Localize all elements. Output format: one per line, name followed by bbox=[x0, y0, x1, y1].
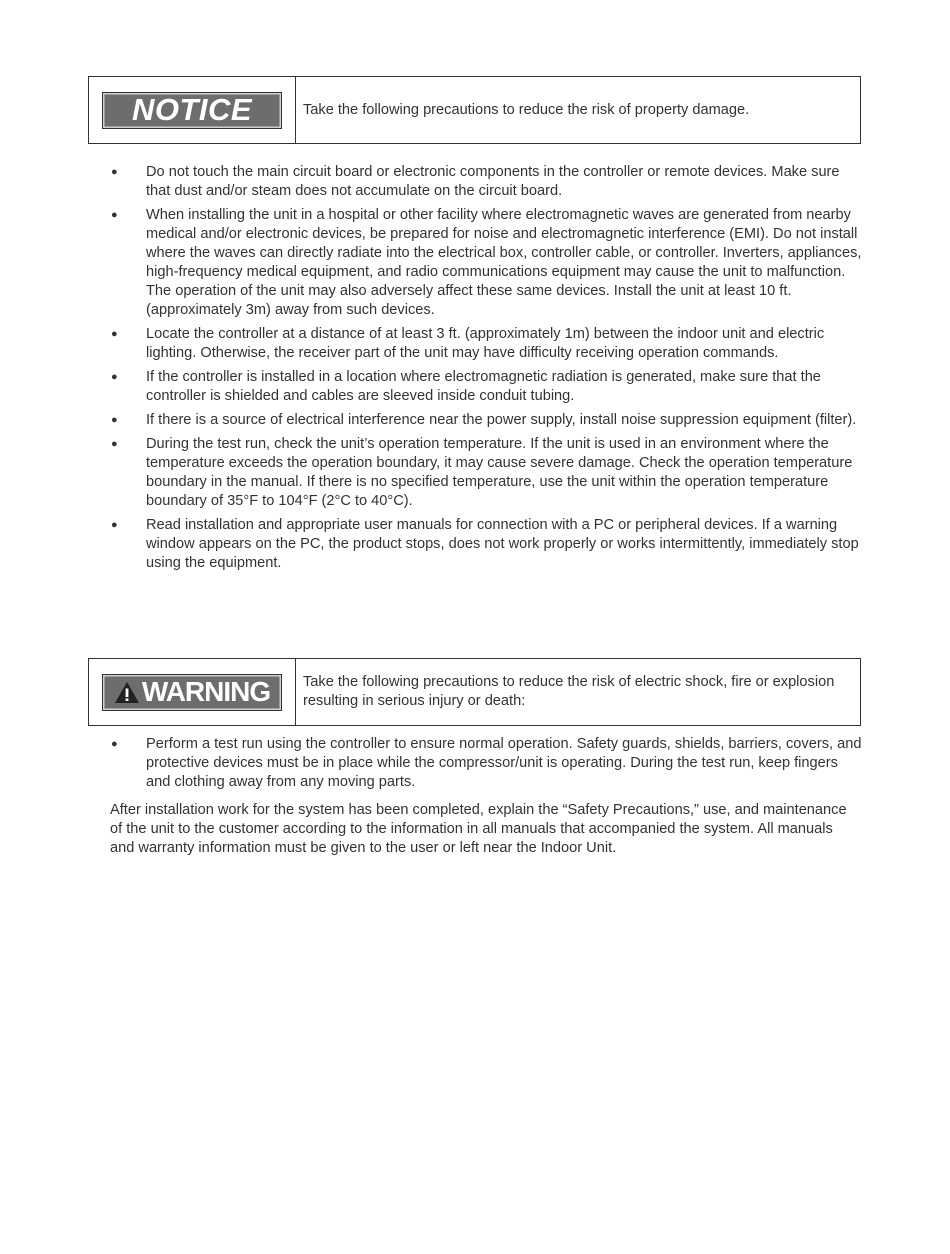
list-item: ● Do not touch the main circuit board or electronic components in the controller or remote devices. Make sure that dust and/or steam does not accumulate on the circuit board. bbox=[111, 164, 840, 199]
bullet-icon: ● bbox=[111, 519, 118, 531]
bullet-icon: ● bbox=[111, 414, 118, 426]
list-item: ● If there is a source of electrical interference near the power supply, install noise suppression equipment (filter). bbox=[111, 412, 857, 428]
notice-intro: Take the following precautions to reduce the risk of property damage. bbox=[303, 101, 750, 118]
list-item: ● When installing the unit in a hospital or other facility where electromagnetic waves are generated from nearby medical and/or electronic devices, be prepared for noise and electromagnetic interference (EMI). Do not install where the waves can directly radiate into the electrical box, controller cable, or controller. Inverters, appliances, high-frequency medical equipment, and radio communications equipment may cause the unit to malfunction. The operation of the unit may also adversely affect these same devices. Install the unit at least 10 ft. (approximately 3m) away from such devices. bbox=[111, 207, 862, 318]
bullet-icon: ● bbox=[111, 209, 118, 221]
list-item: ● If the controller is installed in a location where electromagnetic radiation is generated, make sure that the controller is shielded and cables are sleeved inside conduit tubing. bbox=[111, 369, 821, 404]
list-item: ● Locate the controller at a distance of at least 3 ft. (approximately 1m) between the indoor unit and electric lighting. Otherwise, the receiver part of the unit may have difficulty receiving operation commands. bbox=[111, 326, 825, 361]
closing-paragraph: After installation work for the system has been completed, explain the “Safety Precautions,” use, and maintenance of the unit to the customer according to the information in all manuals that accompanied the system. All manuals and warranty information must be given to the user or left near the Indoor Unit. bbox=[110, 802, 847, 856]
warning-signal-badge bbox=[102, 674, 282, 711]
list-item: ● During the test run, check the unit’s operation temperature. If the unit is used in an environment where the temperature exceeds the operation boundary, it may cause severe damage. Check the operation temperature boundary in the manual. If there is no specified temperature, use the unit within the operation temperature boundary of 35°F to 104°F (2°C to 40°C). bbox=[111, 436, 853, 509]
warning-signal-word: WARNING bbox=[141, 676, 271, 707]
warning-label-cell bbox=[89, 659, 296, 725]
warning-triangle-icon bbox=[114, 681, 140, 704]
bullet-icon: ● bbox=[111, 438, 118, 450]
notice-label-cell bbox=[89, 77, 296, 143]
list-item: ● Read installation and appropriate user manuals for connection with a PC or peripheral devices. If a warning window appears on the PC, the product stops, does not work properly or works intermittently, immediately stop using the equipment. bbox=[111, 517, 859, 571]
bullet-icon: ● bbox=[111, 738, 118, 750]
notice-signal-word: NOTICE bbox=[131, 92, 253, 127]
notice-panel bbox=[88, 76, 861, 144]
warning-intro: Take the following precautions to reduce the risk of electric shock, fire or explosion resulting in serious injury or death: bbox=[303, 674, 835, 709]
bullet-icon: ● bbox=[111, 328, 118, 340]
notice-signal-badge bbox=[102, 92, 282, 129]
bullet-icon: ● bbox=[111, 371, 118, 383]
warning-list bbox=[0, 735, 950, 797]
bullet-icon: ● bbox=[111, 166, 118, 178]
warning-panel bbox=[88, 658, 861, 726]
list-item: ● Perform a test run using the controller to ensure normal operation. Safety guards, shields, barriers, covers, and protective devices must be in place while the compressor/unit is operating. During the test run, keep fingers and clothing away from any moving parts. bbox=[111, 736, 862, 790]
notice-list bbox=[0, 163, 950, 578]
